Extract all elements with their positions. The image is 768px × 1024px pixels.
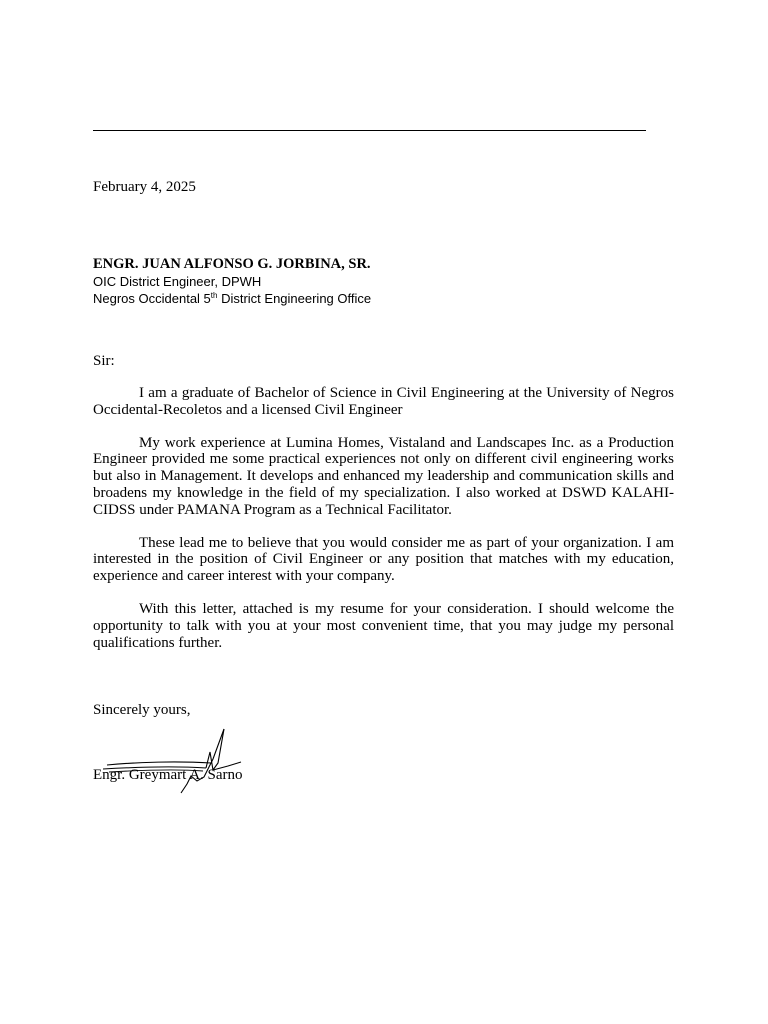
closing: Sincerely yours, — [93, 702, 191, 718]
letter-date: February 4, 2025 — [93, 179, 196, 195]
recipient-block — [93, 255, 371, 307]
recipient-office — [93, 290, 371, 307]
letter-body — [93, 385, 674, 667]
recipient-title: OIC District Engineer, DPWH — [93, 274, 262, 289]
recipient-office-superscript: th — [210, 291, 218, 300]
body-paragraph-1: I am a graduate of Bachelor of Science in Civil Engineering at the University of Negros Occidental-Recoletos and a licensed Civil Engineer — [93, 385, 674, 418]
body-paragraph-2: My work experience at Lumina Homes, Vistaland and Landscapes Inc. as a Production Engineer provided me some practical experiences not only on different civil engineering works but also in Management. It develops and enhanced my leadership and communication skills and broadens my knowledge in the field of my specialization. I also worked at DSWD KALAHI-CIDSS under PAMANA Program as a Technical Facilitator. — [93, 434, 674, 518]
recipient-office-suffix: District Engineering Office — [217, 291, 372, 306]
header-rule — [93, 130, 646, 131]
recipient-name: ENGR. JUAN ALFONSO G. JORBINA, SR. — [93, 256, 371, 272]
salutation: Sir: — [93, 353, 115, 369]
recipient-office-prefix: Negros Occidental 5 — [93, 291, 211, 306]
handwritten-signature — [93, 725, 273, 797]
signer-name: Engr. Greymart A. Sarno — [93, 767, 243, 783]
body-paragraph-3: These lead me to believe that you would consider me as part of your organization. I am interested in the position of Civil Engineer or any position that matches with my education, experience and career interest with your company. — [93, 534, 674, 585]
signature-block — [93, 725, 273, 797]
body-paragraph-4: With this letter, attached is my resume for your consideration. I should welcome the opportunity to talk with you at your most convenient time, that you may judge my personal qualifications further. — [93, 600, 674, 651]
